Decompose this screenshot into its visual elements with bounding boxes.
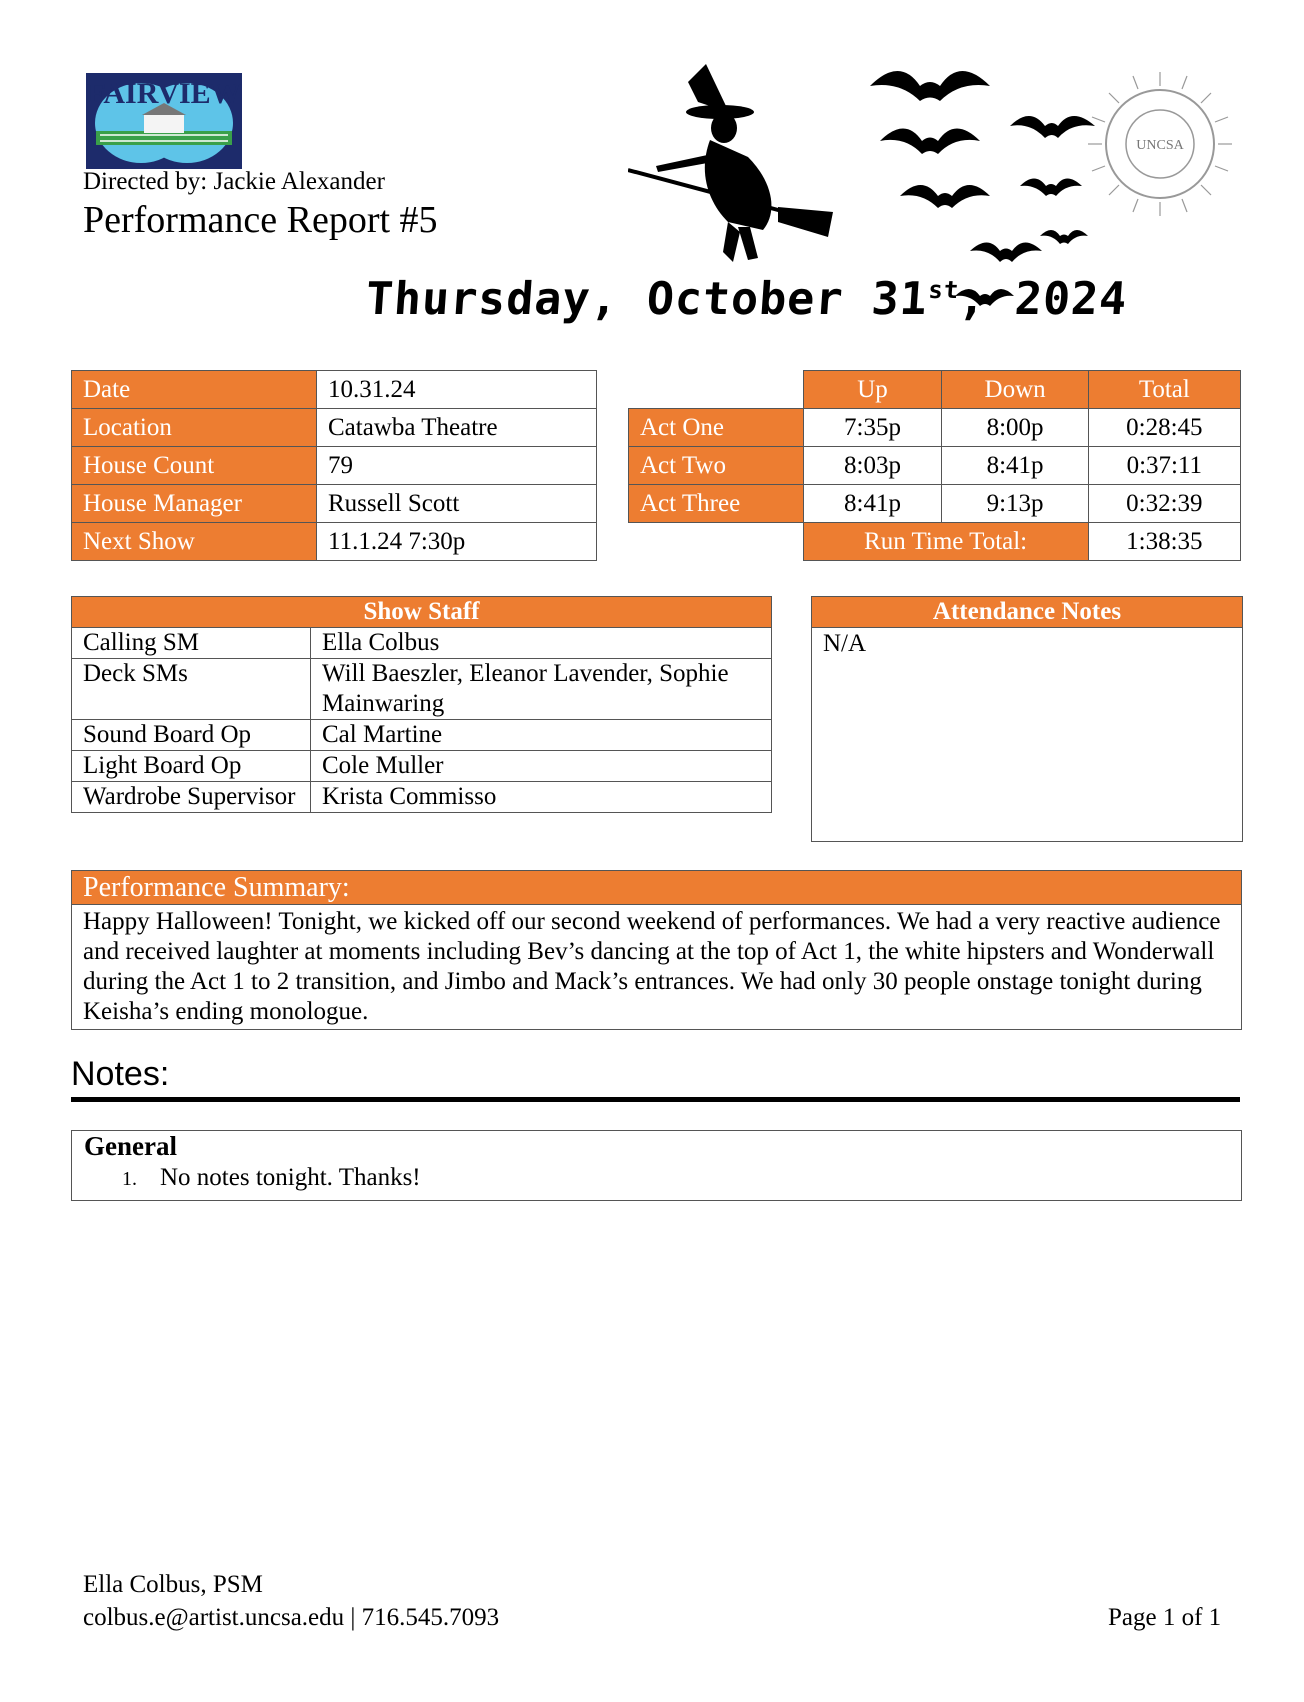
- show-info-table: [71, 370, 597, 561]
- info-row-house-count: House Count 79: [72, 447, 597, 485]
- show-staff-table: [71, 596, 772, 813]
- staff-row: Wardrobe Supervisor Krista Commisso: [72, 782, 772, 813]
- run-time-value: 1:38:35: [1088, 523, 1240, 561]
- info-row-next-show: Next Show 11.1.24 7:30p: [72, 523, 597, 561]
- staff-row: Sound Board Op Cal Martine: [72, 720, 772, 751]
- footer-name: Ella Colbus, PSM: [83, 1571, 263, 1598]
- times-header-row: [629, 371, 1241, 409]
- staff-row: Deck SMs Will Baeszler, Eleanor Lavender, Sophie Mainwaring: [72, 659, 772, 720]
- uncsa-seal: [1088, 72, 1232, 216]
- act-label: Act One: [629, 409, 804, 447]
- notes-divider: [71, 1097, 1240, 1102]
- info-row-date: Date 10.31.24: [72, 371, 597, 409]
- staff-row: Light Board Op Cole Muller: [72, 751, 772, 782]
- directed-by: Directed by: Jackie Alexander: [83, 168, 385, 195]
- seal-text: UNCSA: [1136, 138, 1184, 153]
- list-item: 1. No notes tonight. Thanks!: [122, 1164, 421, 1191]
- times-row: Act Three 8:41p 9:13p 0:32:39: [629, 485, 1241, 523]
- summary-title: Performance Summary:: [72, 871, 1241, 904]
- logo-text: FAIRVIEW: [87, 77, 241, 110]
- witch-icon: [628, 62, 838, 274]
- performance-summary: [71, 870, 1242, 1030]
- run-times-table: [628, 370, 1241, 561]
- times-row: Act Two 8:03p 8:41p 0:37:11: [629, 447, 1241, 485]
- general-title: General: [84, 1131, 177, 1161]
- times-row: Act One 7:35p 8:00p 0:28:45: [629, 409, 1241, 447]
- info-row-house-manager: House Manager Russell Scott: [72, 485, 597, 523]
- attendance-title: Attendance Notes: [812, 597, 1242, 627]
- footer-contact: colbus.e@artist.uncsa.edu | 716.545.7093: [83, 1604, 500, 1631]
- header-total: Total: [1088, 371, 1240, 409]
- header-down: Down: [942, 371, 1088, 409]
- fairview-logo: [86, 73, 242, 169]
- attendance-text: N/A: [812, 627, 1242, 660]
- act-label: Act Two: [629, 447, 804, 485]
- page-number: Page 1 of 1: [1108, 1604, 1222, 1631]
- run-time-label: Run Time Total:: [803, 523, 1088, 561]
- show-staff-title: Show Staff: [72, 597, 772, 628]
- run-time-total-row: [629, 523, 1241, 561]
- date-banner: Thursday, October 31st, 2024: [364, 272, 1130, 325]
- staff-row: Calling SM Ella Colbus: [72, 628, 772, 659]
- notes-heading: Notes:: [71, 1055, 170, 1093]
- report-title: Performance Report #5: [83, 199, 438, 241]
- info-row-location: Location Catawba Theatre: [72, 409, 597, 447]
- act-label: Act Three: [629, 485, 804, 523]
- general-notes: [71, 1130, 1242, 1201]
- attendance-notes: [811, 596, 1243, 842]
- header-up: Up: [803, 371, 942, 409]
- summary-text: Happy Halloween! Tonight, we kicked off our second weekend of performances. We had a very reactive audience and received laughter at moments including Bev’s dancing at the top of Act 1, the white hipsters and Wonderwall during the Act 1 to 2 transition, and Jimbo and Mack’s entrances. We had only 30 people onstage tonight during Keisha’s ending monologue.: [72, 904, 1241, 1029]
